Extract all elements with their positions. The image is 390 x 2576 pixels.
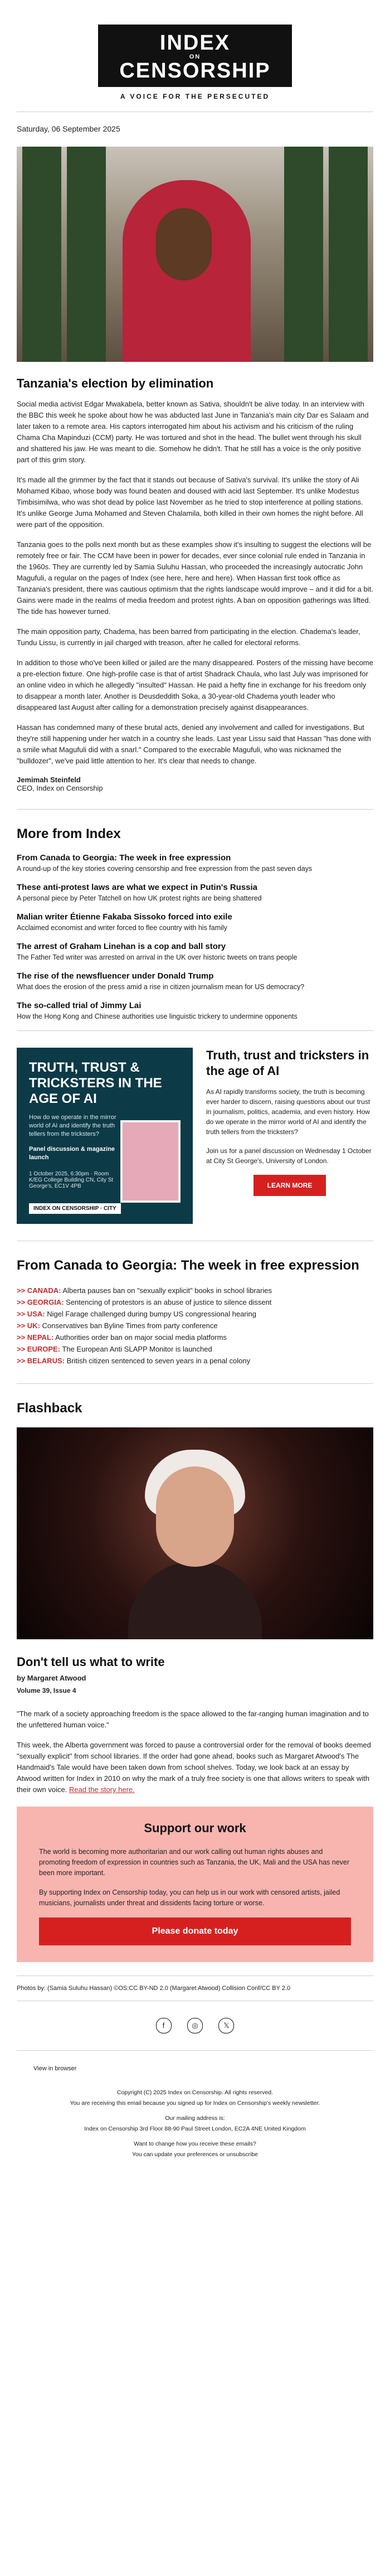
- poster-title: TRUTH, TRUST & TRICKSTERS IN THE AGE OF AI: [29, 1060, 162, 1106]
- more-item-link[interactable]: The arrest of Graham Linehan is a cop and ball story: [17, 942, 226, 951]
- photo-face: [156, 1466, 234, 1567]
- more-item-desc: A round-up of the key stories covering censorship and free expression from the past seven days: [17, 865, 313, 873]
- more-item-desc: A personal piece by Peter Tatchell on how UK protest rights are being shattered: [17, 894, 262, 902]
- guard-figure: [284, 147, 323, 362]
- guard-figure: [67, 147, 106, 362]
- photo-body: [128, 1561, 262, 1639]
- country-label: >> BELARUS:: [17, 1357, 65, 1365]
- poster-footer: INDEX ON CENSORSHIP · CITY: [29, 1203, 121, 1214]
- news-text: Sentencing of protestors is an abuse of justice to silence dissent: [64, 1298, 272, 1306]
- flashback-heading: Flashback: [17, 1401, 82, 1416]
- divider: [17, 2050, 373, 2051]
- support-heading: Support our work: [144, 1821, 246, 1835]
- news-line[interactable]: [17, 1308, 373, 1320]
- signature-name: Jemimah Steinfeld: [17, 776, 81, 784]
- flashback-body-text: This week, the Alberta government was forced to pause a controversial order for the removal of books deemed "sexually explicit" from school libraries. If the order had gone ahead, books such as Margaret Atwood's The Handmaid's Tale would have been taken down from school shelves. Today, we look back at an essay by Atwood written for Index in 2010 on why the mark of a truly free society is one that allows writers to speak with their own voice.: [17, 1741, 371, 1794]
- flashback-title: Don't tell us what to write: [17, 1655, 165, 1669]
- flashback-body: [17, 1740, 373, 1795]
- news-line[interactable]: [17, 1296, 373, 1308]
- article-paragraph: It's made all the grimmer by the fact that it stands out because of Sativa's survival. It's unlike the story of Ali Mohamed Kibao, whose body was found beaten and doused with acid last September. It's unlike Modestus Timbisimilwa, who was shot dead by police last November as he tried to stop interference at polling stations. It's unlike George Juma Mohamed and Steven Chalamila, both killed in their own homes the night before. All were part of the opposition.: [17, 476, 363, 529]
- magazine-cover: [120, 1120, 181, 1203]
- week-heading: From Canada to Georgia: The week in free expression: [17, 1258, 359, 1273]
- logo-line1: INDEX: [159, 31, 231, 55]
- donate-button[interactable]: Please donate today: [39, 1918, 351, 1945]
- view-in-browser-link[interactable]: View in browser: [33, 2065, 77, 2072]
- support-paragraph: The world is becoming more authoritarian and our work calling out human rights abuses and promoting freedom of expression in countries such as Tanzania, the UK, Mali and the USA has never been more important.: [39, 1848, 350, 1877]
- signature-role: CEO, Index on Censorship: [17, 784, 103, 792]
- support-paragraph: By supporting Index on Censorship today, you can help us in our work with censored artists, jailed musicians, journalists under threat and dissidents facing torture or worse.: [39, 1889, 340, 1907]
- news-text: Nigel Farage challenged during bumpy US congressional hearing: [45, 1310, 256, 1318]
- more-item: [17, 912, 373, 932]
- divider: [17, 1383, 373, 1384]
- change-label: Want to change how you receive these emails?: [134, 2141, 256, 2147]
- country-label: >> GEORGIA:: [17, 1298, 64, 1306]
- address: Index on Censorship 3rd Floor 88-90 Paul Street London, EC2A 4NE United Kingdom: [84, 2125, 306, 2132]
- tagline: A VOICE FOR THE PERSECUTED: [120, 93, 270, 100]
- more-item: [17, 942, 373, 961]
- guard-figure: [22, 147, 61, 362]
- more-item-link[interactable]: These anti-protest laws are what we expect in Putin's Russia: [17, 883, 258, 892]
- more-item-desc: What does the erosion of the press amid a rise in citizen journalism mean for US democracy?: [17, 983, 305, 991]
- news-text: Authorities order ban on major social media platforms: [53, 1333, 227, 1342]
- learn-more-button[interactable]: LEARN MORE: [254, 1175, 326, 1196]
- divider: [17, 1030, 373, 1031]
- event-title: Truth, trust and tricksters in the age of AI: [206, 1048, 369, 1078]
- more-item-link[interactable]: Malian writer Étienne Fakaba Sissoko forced into exile: [17, 912, 232, 922]
- facebook-icon[interactable]: f: [156, 2018, 172, 2033]
- news-text: British citizen sentenced to seven years in a penal colony: [64, 1357, 251, 1365]
- event-paragraph: Join us for a panel discussion on Wednesday 1 October at City St George's, University of London.: [206, 1147, 372, 1165]
- article-title: Tanzania's election by elimination: [17, 376, 214, 390]
- article-paragraph: The main opposition party, Chadema, has been barred from participating in the election. Chadema's leader, Tundu Lissu, is currently in jail charged with treason, after he called for electoral reforms.: [17, 627, 360, 647]
- more-item: [17, 883, 373, 902]
- copyright: Copyright (C) 2025 Index on Censorship. All rights reserved.: [116, 2089, 274, 2096]
- logo-line3: CENSORSHIP: [119, 59, 271, 83]
- logo-line2: ON: [189, 54, 201, 60]
- more-item-desc: The Father Ted writer was arrested on arrival in the UK over historic tweets on trans people: [17, 953, 298, 961]
- article-paragraph: Tanzania goes to the polls next month but as these examples show it's insulting to suggest the elections will be remotely free or fair. The CCM have been in power for decades, ever since colonial rule ended in Tanzania in the 1960s. They are currently led by Samia Suluhu Hassan, who proceeded the increasingly autocratic John Magufuli, a regular on the pages of Index (see here, here and here). When Hassan first took office as Tanzania's president, there was cautious optimism that the rights landscape would improve – and it did for a bit. Gains were made in the realms of media freedom and protest rights. A ban on opposition gatherings was lifted. The tide has however turned.: [17, 540, 373, 616]
- country-label: >> CANADA:: [17, 1286, 61, 1295]
- more-item-link[interactable]: From Canada to Georgia: The week in free expression: [17, 853, 231, 863]
- preferences-link[interactable]: You can update your preferences or unsubscribe: [131, 2151, 259, 2158]
- article-paragraph: In addition to those who've been killed or jailed are the many disappeared. Posters of the missing have become a pre-election fixture. One high-profile case is that of artist Shadrack Chaula, who last July was imprisoned for an online video in which he allegedly "insulted" Hassan. He paid a hefty fine in exchange for his freedom only to disappear a month later. Another is Deusdeddith Soka, a 30-year-old Chadema youth leader who disappeared last August after calling for a demonstration precisely against disappearances.: [17, 658, 373, 711]
- news-line[interactable]: [17, 1285, 373, 1296]
- poster-date: 1 October 2025, 6:30pm · Room K/EG College Building CN, City St George's, EC1V 4PB: [29, 1171, 114, 1189]
- more-heading: More from Index: [17, 826, 121, 841]
- divider: [17, 809, 373, 810]
- guard-figure: [329, 147, 368, 362]
- news-line[interactable]: [17, 1331, 373, 1343]
- atwood-photo: [17, 1427, 373, 1639]
- news-line[interactable]: [17, 1320, 373, 1331]
- event-poster[interactable]: [17, 1048, 193, 1224]
- instagram-icon[interactable]: ◎: [187, 2018, 203, 2033]
- event-paragraph: As AI rapidly transforms society, the truth is becoming ever harder to discern, raising questions about our trust in journalism, politics, academia, and even history. How do we operate in the mirror world of AI and identify the truth tellers from the tricksters?: [206, 1088, 370, 1136]
- more-item-desc: Acclaimed economist and writer forced to flee country with his family: [17, 924, 227, 932]
- country-label: >> NEPAL:: [17, 1333, 54, 1342]
- flashback-author: by Margaret Atwood: [17, 1674, 86, 1682]
- hero-image: [17, 147, 373, 362]
- more-item-desc: How the Hong Kong and Chinese authorities use linguistic trickery to undermine opponents: [17, 1013, 298, 1020]
- news-text: The European Anti SLAPP Monitor is launched: [60, 1345, 212, 1353]
- address-label: Our mailing address is:: [165, 2115, 225, 2122]
- news-text: Alberta pauses ban on "sexually explicit" books in school libraries: [61, 1286, 272, 1295]
- president-face: [156, 208, 212, 280]
- more-item: [17, 971, 373, 991]
- event-body: [206, 1048, 373, 1224]
- signup-reason: You are receiving this email because you signed up for Index on Censorship's weekly newsletter.: [70, 2100, 320, 2107]
- newsletter: [17, 0, 373, 2159]
- week-list: [17, 1285, 373, 1367]
- event-promo: [17, 1048, 373, 1224]
- flashback-quote: "The mark of a society approaching freedom is the space allowed to the far-ranging human imagination and to the unfettered human voice.": [17, 1710, 369, 1729]
- more-item: [17, 1001, 373, 1020]
- poster-subtitle: How do we operate in the mirror world of AI and identify the truth tellers from the tricksters?: [29, 1114, 116, 1137]
- more-item-link[interactable]: The rise of the newsfluencer under Donald Trump: [17, 971, 214, 981]
- support-box: [17, 1807, 373, 1962]
- x-icon[interactable]: 𝕏: [218, 2018, 234, 2033]
- header: [17, 0, 373, 112]
- poster-panel: Panel discussion & magazine launch: [29, 1146, 115, 1161]
- index-logo[interactable]: [98, 25, 291, 87]
- flashback-volume: Volume 39, Issue 4: [17, 1687, 76, 1694]
- country-label: >> USA:: [17, 1310, 45, 1318]
- more-item-link[interactable]: The so-called trial of Jimmy Lai: [17, 1001, 142, 1010]
- footer: [17, 2089, 373, 2159]
- article-paragraph: Hassan has condemned many of these brutal acts, denied any involvement and called for investigations. But they're still happening under her watch in a country she leads. Last year Lissu said that Hassan "has done with a smile what Magufuli did with a snarl." Compared to the execrable Magufuli, who was nicknamed the "bulldozer", we've paid little attention to her. It's clear that needs to change.: [17, 723, 371, 765]
- more-list: [17, 853, 373, 1020]
- more-item: [17, 853, 373, 873]
- country-label: >> UK:: [17, 1321, 40, 1330]
- country-label: >> EUROPE:: [17, 1345, 61, 1353]
- news-line[interactable]: [17, 1343, 373, 1355]
- read-story-link[interactable]: Read the story here.: [69, 1785, 135, 1794]
- social-links: [17, 2001, 373, 2050]
- photo-credits: Photos by: (Samia Suluhu Hassan) ©OS:CC BY-ND 2.0 (Margaret Atwood) Collision Conf/CC BY 2.0: [17, 1975, 373, 2001]
- news-line[interactable]: [17, 1355, 373, 1367]
- news-text: Conservatives ban Byline Times from party conference: [40, 1321, 218, 1330]
- article-paragraph: Social media activist Edgar Mwakabela, better known as Sativa, shouldn't be alive today. In an interview with the BBC this week he spoke about how he was abducted last June in Tanzania's main city Dar es Salaam and later taken to a remote area. His captors interrogated him about his activism and his criticism of the ruling Chama Cha Mapinduzi (CCM) party. He was tortured and shot in the head. The bullet went through his skull and shattered his jaw. He was meant to die. Somehow he didn't. That he still has a voice is the only positive part of this grim story.: [17, 400, 369, 464]
- issue-date: Saturday, 06 September 2025: [17, 124, 120, 133]
